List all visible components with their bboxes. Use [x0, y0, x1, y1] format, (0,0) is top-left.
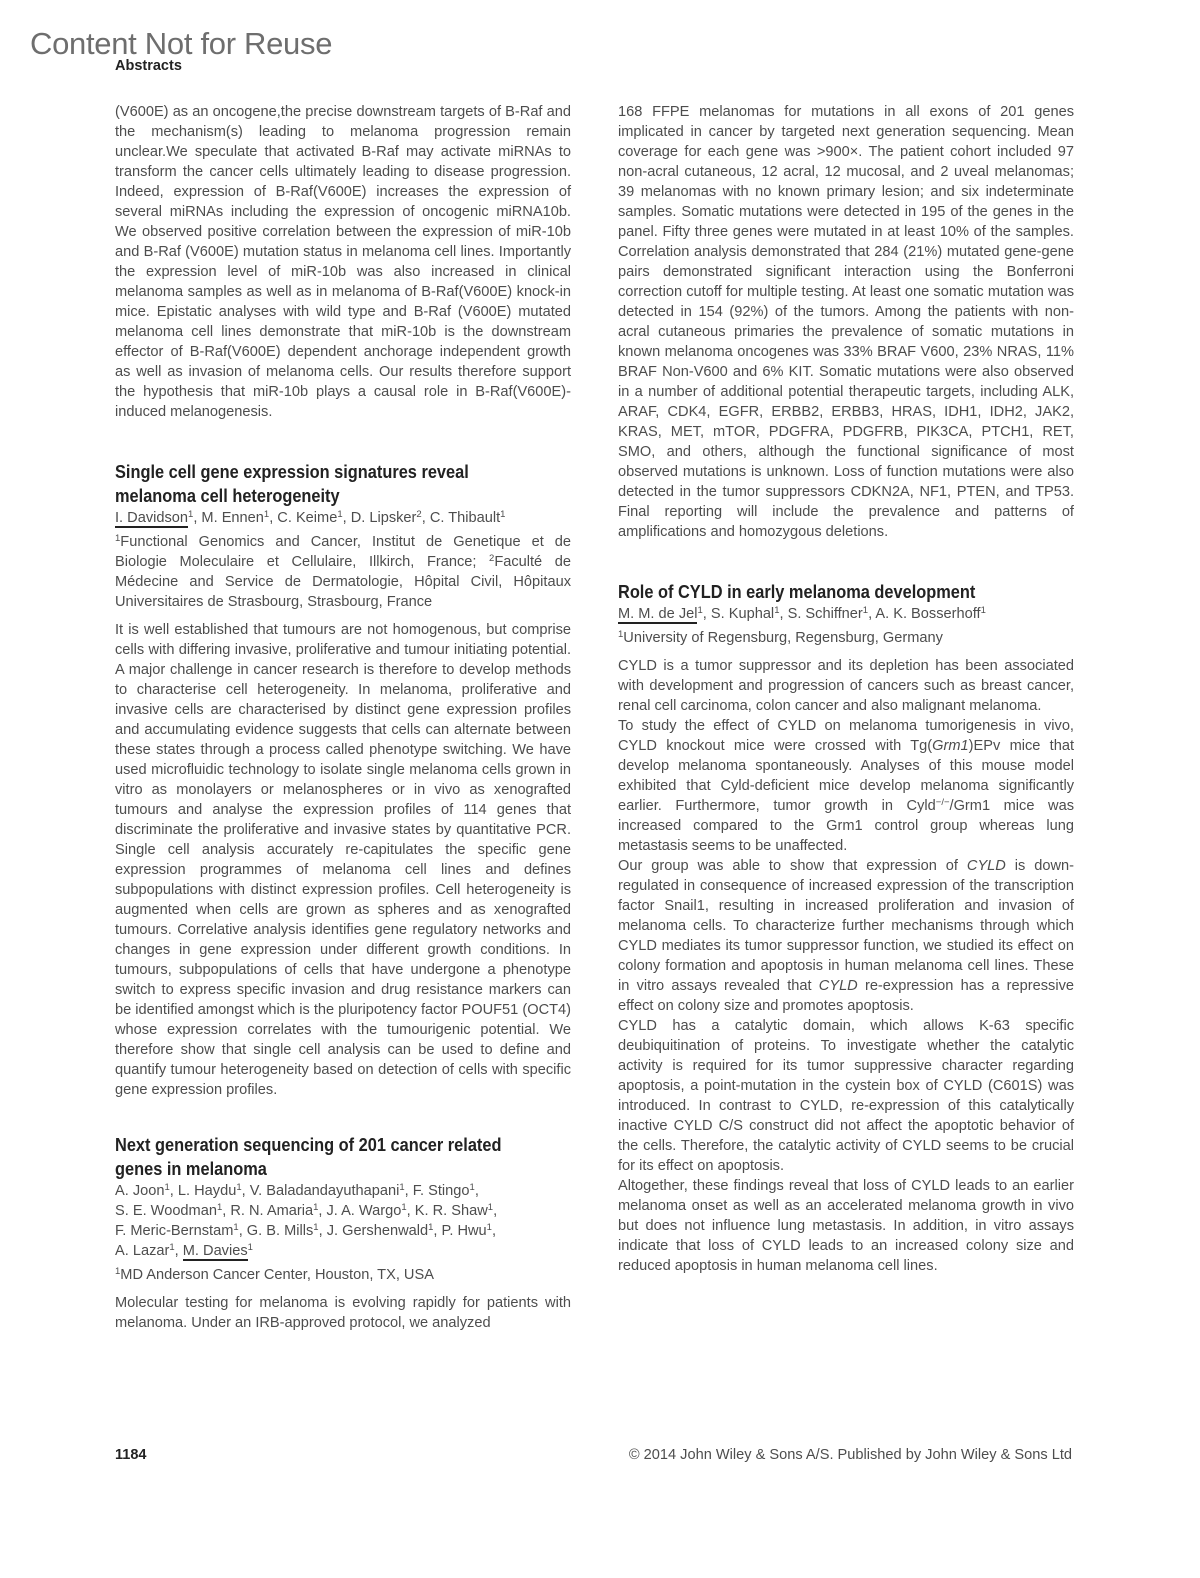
abstract-ngs — [115, 1133, 571, 1333]
author: S. Kuphal — [710, 606, 775, 622]
abstract-single-cell — [115, 460, 571, 1100]
author-presenter: M. Davies — [182, 1243, 248, 1259]
copyright-notice: © 2014 John Wiley & Sons A/S. Published by John Wiley & Sons Ltd — [628, 1447, 1072, 1463]
title-line-2: melanoma cell heterogeneity — [115, 485, 340, 506]
running-head: Abstracts — [115, 58, 182, 74]
abstract-title — [115, 460, 516, 508]
watermark-text: Content Not for Reuse — [30, 26, 333, 61]
abstract-cyld — [618, 580, 1074, 1276]
paragraph-1: CYLD is a tumor suppressor and its depletion has been associated with development and progression of cancers such as breast cancer, renal cell carcinoma, colon cancer and also malignant melanoma. — [618, 658, 1074, 714]
affiliations: $^1$Functional Genomics and Cancer, Institut de Genetique et de Biologie Moleculaire et Cellulaire, Illkirch, France; $^2$Faculté de Médecine and Service de Dermatologie, Hôpital Civil, Hôpitaux Universitaires de Strasbourg, Strasbourg, France — [115, 533, 571, 610]
affiliation: $^1$University of Regensburg, Regensburg, Germany — [618, 629, 943, 646]
paragraph-5: Altogether, these findings reveal that loss of CYLD leads to an earlier melanoma onset as well as an accelerated melanoma growth in vivo but does not influence lung metastasis. In addition, in vitro assays indicate that loss of CYLD leads to an increased colony size and reduced apoptosis in human melanoma cell lines. — [618, 1178, 1074, 1274]
author-presenter: M. M. de Jel — [618, 606, 698, 622]
abstract-body: Molecular testing for melanoma is evolving rapidly for patients with melanoma. Under an IRB-approved protocol, we analyzed — [115, 1295, 571, 1331]
left-column — [115, 102, 571, 1333]
author-list: A. Joon$^1$, L. Haydu$^1$, V. Baladandayuthapani$^1$, F. Stingo$^1$, S. E. Woodman$^1$, R. N. Amaria$^1$, J. A. Wargo$^1$, K. R. Shaw$^1$, F. Meric-Bernstam$^1$, G. B. Mills$^1$, J. Gershenwald$^1$, P. Hwu$^1$, A. Lazar$^1$, M. Davies$^1$ — [115, 1182, 498, 1259]
title-line-1: Next generation sequencing of 201 cancer related — [115, 1134, 502, 1155]
abstract-title: Role of CYLD in early melanoma development — [618, 581, 976, 602]
title-line-1: Single cell gene expression signatures reveal — [115, 461, 469, 482]
abstract-body: It is well established that tumours are not homogenous, but comprise cells with differing invasive, proliferative and tumour initiating potential. A major challenge in cancer research is therefore to develop methods to characterise cell heterogeneity. In melanoma, proliferative and invasive cells are characterised by distinct gene expression profiles and accumulating evidence suggests that cells can alternate between these states through a process called phenotype switching. We have used microfluidic technology to isolate single melanoma cells grown in vitro as monolayers or melanospheres or in vivo as xenografted tumours and analyse the expression profiles of 114 genes that discriminate the proliferative and invasive states by quantitative PCR. Single cell analysis accurately re-capitulates the specific gene expression programmes of melanoma cell lines and defines subpopulations with distinct expression profiles. Cell heterogeneity is augmented when cells are grown as spheres and as xenografted tumours. Correlative analysis identifies gene regulatory networks and changes in gene expression under different growth conditions. In tumours, subpopulations of cells that have undergone a phenotype switch to express specific invasion and drug resistance markers can be identified amongst which is the pluripotency factor POUF51 (OCT4) whose expression correlates with the tumourigenic potential. We therefore show that single cell analysis can be used to define and quantify tumour heterogeneity based on detection of cells with specific gene expression profiles. — [115, 622, 571, 1098]
author: D. Lipsker — [350, 510, 417, 526]
page-number: 1184 — [115, 1447, 147, 1463]
author: A. K. Bosserhoff — [875, 606, 981, 622]
abstract-body-continued: 168 FFPE melanomas for mutations in all exons of 201 genes implicated in cancer by targeted next generation sequencing. Mean coverage for each gene was >900×. The patient cohort included 97 non-acral cutaneous, 12 acral, 12 mucosal, and 2 uveal melanomas; 39 melanomas with no known primary lesion; and six indeterminate samples. Somatic mutations were detected in 195 of the genes in the panel. Fifty three genes were mutated in at least 10% of the samples. Correlation analysis demonstrated that 284 (21%) mutated gene-gene pairs demonstrated significant interaction using the Bonferroni correction cutoff for multiple testing. At least one somatic mutation was detected in 154 (92%) of the tumors. Among the patients with non-acral cutaneous primaries the prevalence of somatic mutations in known melanoma oncogenes was 33% BRAF V600, 23% NRAS, 11% BRAF Non-V600 and 6% KIT. Somatic mutations were also observed in a number of additional potential therapeutic targets, including ALK, ARAF, CDK4, EGFR, ERBB2, ERBB3, HRAS, IDH1, IDH2, JAK2, KRAS, MET, mTOR, PDGFRA, PDGFRB, PIK3CA, PTCH1, RET, SMO, and others, although the functional significance of most observed mutations is unknown. Loss of function mutations were also detected in the tumor suppressors CDKN2A, NF1, PTEN, and TP53. Final reporting will include the prevalence and patterns of amplifications and homozygous deletions. — [618, 104, 1074, 540]
author: C. Keime — [277, 510, 338, 526]
title-line-2: genes in melanoma — [115, 1158, 267, 1179]
continued-abstract-text: (V600E) as an oncogene,the precise downstream targets of B-Raf and the mechanism(s) leading to melanoma progression remain unclear.We speculate that activated B-Raf may activate miRNAs to transform the cancer cells ultimately leading to disease progression. Indeed, expression of B-Raf(V600E) increases the expression of several miRNAs including the expression of oncogenic miRNA10b. We observed positive correlation between the expression of miR-10b and B-Raf (V600E) mutation status in melanoma cell lines. Importantly the expression level of miR-10b was also increased in clinical melanoma samples as well as in melanoma of B-Raf(V600E) knock-in mice. Epistatic analyses with wild type and B-Raf (V600E) mutated melanoma cell lines demonstrate that miR-10b is the downstream effector of B-Raf(V600E) dependent anchorage independent growth as well as invasion of melanoma cells. Our results therefore support the hypothesis that miR-10b plays a causal role in B-Raf(V600E)-induced melanogenesis. — [115, 104, 571, 420]
abstract-title — [115, 1133, 516, 1181]
author: C. Thibault — [429, 510, 501, 526]
paragraph-4: CYLD has a catalytic domain, which allows K-63 specific deubiquitination of proteins. To investigate whether the catalytic activity is required for its tumor suppressive character regarding apoptosis, a point-mutation in the cystein box of CYLD (C601S) was introduced. In contrast to CYLD, re-expression of this catalytically inactive CYLD C/S construct did not affect the apoptotic behavior of the cells. Therefore, the catalytic activity of CYLD seems to be crucial for its effect on apoptosis. — [618, 1018, 1074, 1174]
author: S. Schiffner — [787, 606, 863, 622]
author-presenter: I. Davidson — [115, 510, 189, 526]
author: M. Ennen — [201, 510, 264, 526]
affiliation: $^1$MD Anderson Cancer Center, Houston, TX, USA — [115, 1266, 434, 1283]
author-list: I. Davidson$^1$, M. Ennen$^1$, C. Keime$^1$, D. Lipsker$^2$, C. Thibault$^1$ — [115, 509, 506, 526]
paragraph-2: To study the effect of CYLD on melanoma tumorigenesis in vivo, CYLD knockout mice were crossed with Tg(Grm1)EPv mice that develop melanoma spontaneously. Analyses of this mouse model exhibited that Cyld-deficient mice develop melanoma significantly earlier. Furthermore, tumor growth in Cyld−/−/Grm1 mice was increased compared to the Grm1 control group whereas lung metastasis seems to be unaffected. — [618, 718, 1075, 854]
paragraph-3: Our group was able to show that expression of CYLD is down-regulated in consequence of increased expression of the transcription factor Snail1, resulting in increased proliferation and invasion of melanoma cells. To characterize further mechanisms through which CYLD mediates its tumor suppressor function, we studied its effect on colony formation and apoptosis in human melanoma cell lines. These in vitro assays revealed that CYLD re-expression has a repressive effect on colony size and promotes apoptosis. — [618, 858, 1075, 1014]
author-list: M. M. de Jel$^1$, S. Kuphal$^1$, S. Schiffner$^1$, A. K. Bosserhoff$^1$ — [618, 605, 986, 622]
right-column — [618, 102, 1074, 1276]
